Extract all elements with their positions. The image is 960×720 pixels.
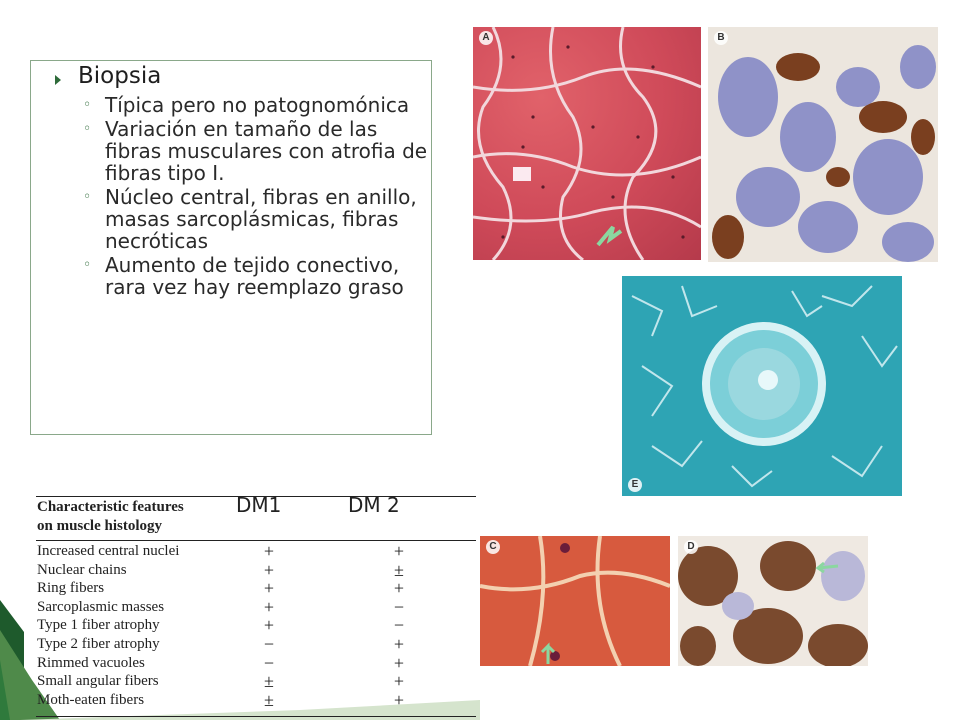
table-bottom-rule [36, 716, 476, 717]
table-row-feature: Small angular fibers [37, 673, 159, 690]
sub-bullet-text: Aumento de tejido conectivo, rara vez hay reemplazo graso [105, 253, 404, 299]
image-label-d: D [684, 540, 698, 554]
table-row-dm1-value: + [263, 596, 275, 617]
content-textbox [30, 60, 432, 435]
sub-bullet-list [83, 94, 433, 300]
table-row-feature: Rimmed vacuoles [37, 654, 145, 671]
table-row-dm2-value: + [393, 671, 405, 692]
column-header-dm2: DM 2 [348, 493, 400, 517]
sub-bullet-item [83, 94, 433, 116]
table-row-dm2-value: − [393, 596, 405, 617]
sub-bullet-icon: ◦ [83, 121, 92, 137]
table-title [37, 498, 237, 536]
table-row-feature: Ring fibers [37, 580, 105, 597]
histology-image-c [480, 536, 670, 666]
table-row-dm2-value: + [393, 652, 405, 673]
sub-bullet-item [83, 118, 433, 184]
table-row-dm2-value: + [393, 634, 405, 654]
table-row-dm1-value: + [263, 559, 275, 580]
image-label-b: B [714, 31, 728, 45]
table-row-feature: Increased central nuclei [37, 543, 180, 559]
table-row-feature: Moth-eaten fibers [37, 691, 145, 708]
sub-bullet-icon: ◦ [83, 189, 92, 205]
table-row-dm2-value: + [393, 578, 405, 599]
sub-bullet-text: Variación en tamaño de las fibras musculares con atrofia de fibras tipo I. [105, 117, 428, 185]
table-title-line1: Characteristic features [37, 499, 184, 515]
sub-bullet-text: Típica pero no patognomónica [105, 93, 410, 117]
arrow-bullet-icon [55, 75, 61, 85]
table-row-dm1-value: + [263, 615, 275, 636]
main-bullet-label: Biopsia [78, 63, 162, 89]
table-row-dm1-value: − [263, 634, 275, 654]
sub-bullet-text: Núcleo central, fibras en anillo, masas sarcoplásmicas, fibras necróticas [105, 185, 417, 253]
sub-bullet-icon: ◦ [83, 257, 92, 273]
table-row-dm1-value: ± [264, 689, 274, 710]
histology-image-e [622, 276, 902, 496]
sub-bullet-icon: ◦ [83, 97, 92, 113]
sub-bullet-item [83, 186, 433, 252]
histology-image-a [473, 27, 701, 260]
table-row-dm1-value: − [263, 652, 275, 673]
image-label-e: E [628, 478, 642, 492]
histology-image-d [678, 536, 868, 666]
table-row-feature: Type 1 fiber atrophy [37, 617, 160, 634]
table-row-dm2-value: ± [394, 559, 404, 580]
table-row-dm2-value: − [393, 615, 405, 636]
table-row-feature: Nuclear chains [37, 561, 127, 578]
table-row-dm1-value: ± [264, 671, 274, 692]
table-title-line2: on muscle histology [37, 518, 163, 534]
sub-bullet-item [83, 254, 433, 298]
table-row-dm2-value: + [393, 541, 405, 561]
table-row-dm1-value: + [263, 578, 275, 599]
image-label-c: C [486, 540, 500, 554]
image-label-a: A [479, 31, 493, 45]
table-row-dm1-value: + [263, 541, 275, 561]
histology-image-b [708, 27, 938, 262]
column-header-dm1: DM1 [236, 493, 282, 517]
table-row-feature: Type 2 fiber atrophy [37, 636, 160, 652]
table-row-feature: Sarcoplasmic masses [37, 598, 165, 615]
table-row-dm2-value: + [393, 689, 405, 710]
